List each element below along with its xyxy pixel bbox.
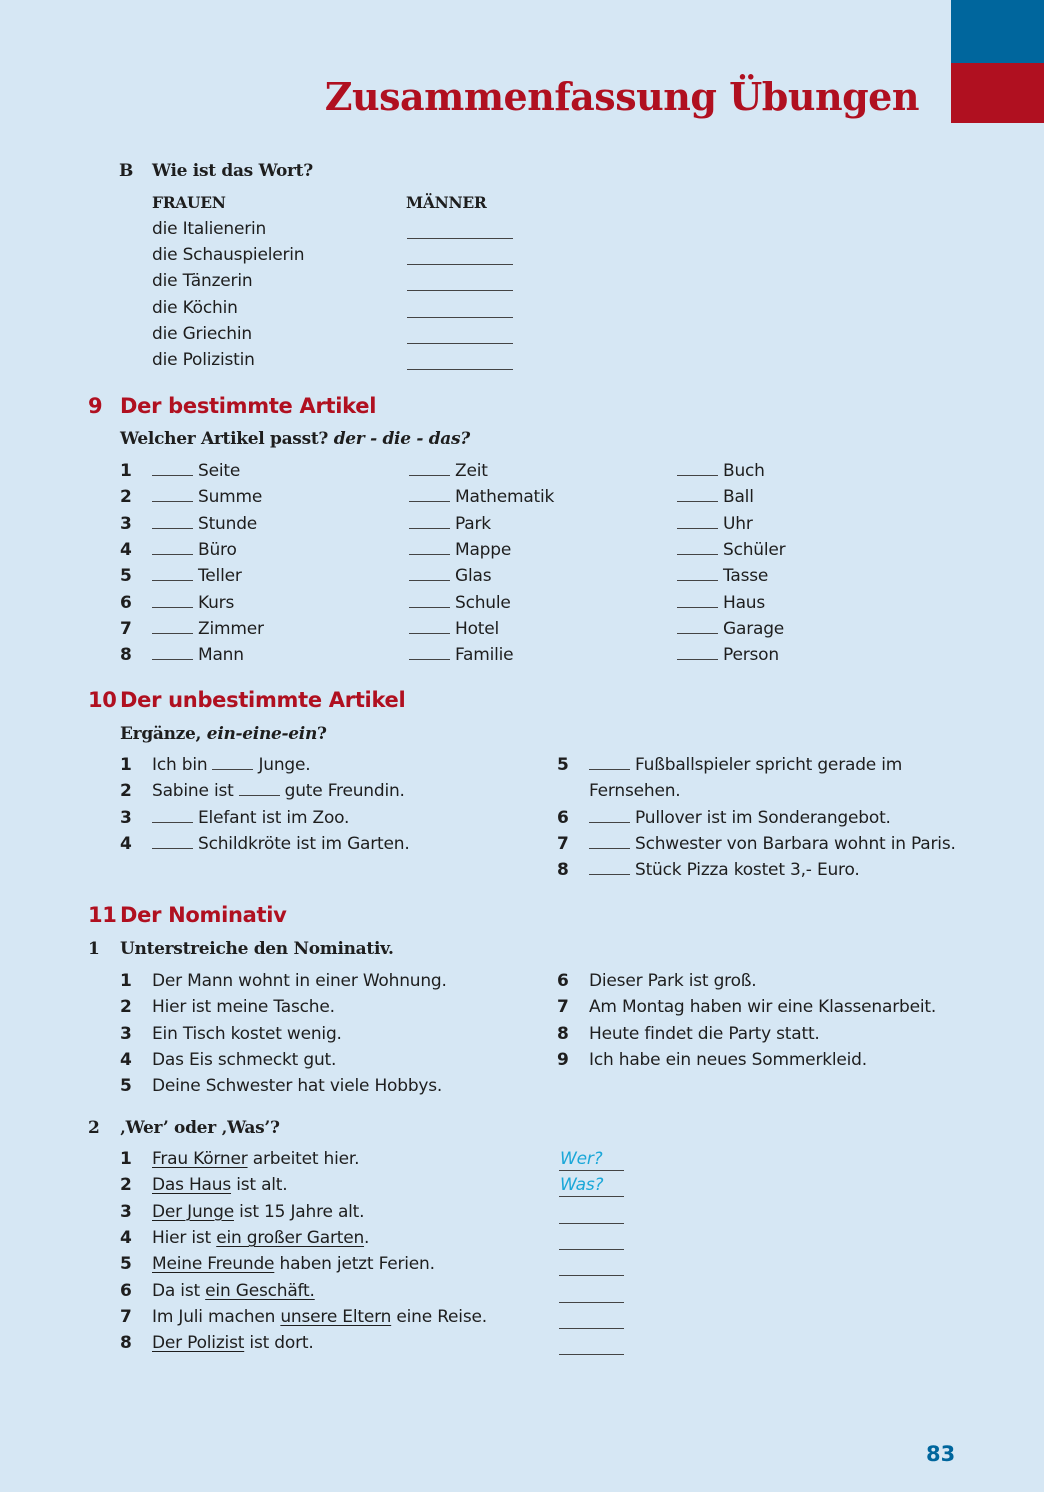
sentence-end: Pullover ist im Sonderangebot.	[635, 808, 891, 828]
section-9-instruction-text: Welcher Artikel passt?	[120, 429, 329, 449]
article-blank[interactable]	[409, 619, 450, 634]
frauen-word: die Italienerin	[152, 219, 267, 239]
sentence-item	[152, 755, 310, 775]
item-number: 5	[120, 566, 132, 587]
item-number: 1	[120, 755, 132, 775]
noun-word: Schüler	[723, 539, 786, 560]
sentence-end: Schwester von Barbara wohnt in Paris.	[635, 834, 956, 854]
noun-word: Summe	[198, 487, 263, 508]
noun-word: Person	[723, 645, 779, 666]
sentence-item	[152, 834, 410, 854]
article-item	[152, 619, 264, 639]
frauen-word: die Köchin	[152, 297, 238, 318]
noun-word: Garage	[723, 618, 785, 639]
sentence-item	[152, 1333, 314, 1353]
article-item	[152, 540, 237, 560]
sentence-item	[152, 1307, 487, 1327]
sentence-item: Am Montag haben wir eine Klassenarbeit.	[589, 997, 937, 1018]
item-number: 1	[120, 1149, 132, 1169]
sentence-item	[589, 755, 902, 775]
sentence-prefix: Da ist	[152, 1280, 206, 1301]
maenner-answer-line[interactable]	[407, 343, 513, 344]
item-number: 2	[120, 1175, 132, 1196]
article-item	[152, 487, 262, 507]
article-item	[409, 461, 488, 481]
noun-word: Mathematik	[455, 487, 555, 508]
noun-word: Park	[455, 513, 491, 534]
answer-line[interactable]	[559, 1354, 624, 1355]
item-number: 8	[557, 860, 569, 880]
article-blank[interactable]	[677, 540, 718, 555]
article-item	[409, 566, 491, 586]
underlined-nominative: Meine Freunde	[152, 1254, 275, 1275]
article-item	[409, 619, 499, 639]
sentence-item	[152, 1175, 287, 1195]
section-10-title: Der unbestimmte Artikel	[120, 688, 406, 712]
noun-word: Tasse	[723, 566, 769, 587]
sentence-item: Das Eis schmeckt gut.	[152, 1049, 337, 1070]
frauen-word: die Tänzerin	[152, 271, 253, 292]
answer-line[interactable]	[559, 1275, 624, 1276]
article-item	[152, 514, 257, 534]
article-item	[677, 540, 785, 560]
answer-line[interactable]	[559, 1170, 624, 1171]
article-item	[152, 566, 242, 586]
item-number: 5	[120, 1254, 132, 1275]
sentence-suffix: ist dort.	[244, 1333, 314, 1354]
underlined-nominative: ein Geschäft.	[205, 1280, 315, 1301]
frauen-word: die Griechin	[152, 323, 252, 344]
article-item	[677, 487, 754, 507]
article-blank[interactable]	[589, 860, 630, 875]
article-item	[409, 540, 511, 560]
task-2-instruction: ‚Wer’ oder ‚Was’?	[120, 1118, 280, 1138]
answer-line[interactable]	[559, 1196, 624, 1197]
item-number: 7	[557, 834, 569, 854]
column-header-maenner: MÄNNER	[406, 193, 487, 212]
section-10-instruction-articles: ein-eine-ein	[206, 724, 318, 744]
noun-word: Stunde	[198, 513, 258, 534]
noun-word: Buch	[723, 461, 765, 481]
noun-word: Uhr	[723, 513, 753, 534]
sentence-item	[152, 1254, 435, 1274]
item-number: 3	[120, 1023, 132, 1044]
item-number: 4	[120, 1227, 132, 1248]
section-10-instruction-end: ?	[317, 724, 327, 744]
sentence-suffix: .	[364, 1227, 370, 1248]
section-b-letter: B	[119, 161, 134, 181]
article-blank[interactable]	[152, 808, 193, 823]
article-item	[409, 645, 513, 665]
item-number: 1	[120, 461, 132, 481]
sentence-continuation: Fernsehen.	[589, 781, 681, 801]
item-number: 3	[120, 1201, 132, 1222]
article-item	[677, 593, 765, 613]
noun-word: Ball	[723, 487, 754, 508]
noun-word: Teller	[198, 566, 242, 587]
article-blank[interactable]	[677, 593, 718, 608]
sentence-end: gute Freundin.	[284, 781, 405, 802]
sentence-end: Stück Pizza kostet 3,- Euro.	[635, 860, 860, 880]
underlined-nominative: Der Junge	[152, 1201, 234, 1222]
sentence-item: Ich habe ein neues Sommerkleid.	[589, 1049, 867, 1070]
maenner-answer-line[interactable]	[407, 238, 513, 239]
sentence-start: Sabine ist	[152, 781, 234, 802]
article-blank[interactable]	[152, 487, 193, 502]
sentence-item	[589, 808, 891, 828]
sentence-item: Der Mann wohnt in einer Wohnung.	[152, 971, 447, 991]
item-number: 8	[557, 1023, 569, 1044]
article-blank[interactable]	[409, 540, 450, 555]
article-item	[677, 514, 753, 534]
answer-line[interactable]	[559, 1302, 624, 1303]
sentence-item	[152, 808, 349, 828]
sentence-prefix: Im Juli machen	[152, 1306, 281, 1327]
article-blank[interactable]	[409, 461, 450, 476]
article-blank[interactable]	[152, 619, 193, 634]
maenner-answer-line[interactable]	[407, 317, 513, 318]
article-item	[152, 645, 244, 665]
article-blank[interactable]	[239, 781, 280, 796]
sentence-end: Elefant ist im Zoo.	[198, 807, 350, 828]
article-item	[152, 461, 240, 481]
article-blank[interactable]	[409, 645, 450, 660]
noun-word: Zeit	[455, 461, 488, 481]
item-number: 3	[120, 513, 132, 534]
underlined-nominative: ein großer Garten	[216, 1227, 365, 1248]
noun-word: Glas	[455, 566, 492, 587]
answer-text: Was?	[560, 1175, 604, 1196]
article-item	[677, 461, 765, 481]
item-number: 4	[120, 1049, 132, 1070]
article-blank[interactable]	[677, 514, 718, 529]
item-number: 6	[120, 592, 132, 613]
article-blank[interactable]	[677, 487, 718, 502]
noun-word: Haus	[723, 592, 766, 613]
item-number: 5	[120, 1076, 132, 1097]
item-number: 9	[557, 1049, 569, 1070]
article-blank[interactable]	[212, 755, 253, 770]
noun-word: Mappe	[455, 539, 512, 560]
item-number: 2	[120, 487, 132, 508]
sentence-suffix: ist alt.	[231, 1175, 288, 1196]
answer-line[interactable]	[559, 1249, 624, 1250]
maenner-answer-line[interactable]	[407, 264, 513, 265]
section-9-number: 9	[88, 394, 103, 418]
item-number: 6	[557, 808, 569, 828]
item-number: 2	[120, 997, 132, 1018]
answer-line[interactable]	[559, 1328, 624, 1329]
article-item	[409, 487, 554, 507]
sentence-item	[152, 781, 405, 801]
section-11-number: 11	[88, 903, 117, 927]
sentence-start: Ich bin	[152, 755, 208, 775]
sentence-item	[589, 860, 860, 880]
item-number: 3	[120, 807, 132, 828]
noun-word: Büro	[198, 539, 237, 560]
item-number: 6	[557, 971, 569, 991]
section-9-instruction	[120, 429, 470, 449]
article-blank[interactable]	[409, 487, 450, 502]
article-blank[interactable]	[152, 645, 193, 660]
answer-text: Wer?	[560, 1149, 603, 1169]
sentence-end: Junge.	[258, 755, 311, 775]
article-blank[interactable]	[152, 540, 193, 555]
sentence-item	[152, 1281, 315, 1301]
item-number: 4	[120, 833, 132, 854]
sentence-suffix: ist 15 Jahre alt.	[233, 1201, 365, 1222]
task-2-number: 2	[88, 1118, 100, 1138]
corner-red-block	[951, 63, 1044, 123]
article-blank[interactable]	[152, 461, 193, 476]
sentence-item	[152, 1228, 369, 1248]
article-blank[interactable]	[677, 461, 718, 476]
section-10-number: 10	[88, 688, 117, 712]
section-b-question: Wie ist das Wort?	[152, 161, 313, 181]
item-number: 8	[120, 1333, 132, 1354]
article-item	[677, 566, 768, 586]
page-title: Zusammenfassung Übungen	[324, 74, 919, 119]
underlined-nominative: Das Haus	[152, 1175, 232, 1196]
item-number: 1	[120, 971, 132, 991]
maenner-answer-line[interactable]	[407, 369, 513, 370]
page-number: 83	[926, 1442, 956, 1466]
article-blank[interactable]	[152, 834, 193, 849]
sentence-item: Dieser Park ist groß.	[589, 971, 757, 991]
item-number: 8	[120, 645, 132, 666]
article-blank[interactable]	[152, 593, 193, 608]
sentence-item: Hier ist meine Tasche.	[152, 997, 335, 1018]
sentence-suffix: eine Reise.	[391, 1306, 487, 1327]
noun-word: Kurs	[198, 592, 235, 613]
sentence-item	[152, 1202, 364, 1222]
item-number: 7	[120, 618, 132, 639]
answer-line[interactable]	[559, 1223, 624, 1224]
article-blank[interactable]	[677, 645, 718, 660]
noun-word: Schule	[455, 592, 511, 613]
item-number: 7	[557, 997, 569, 1018]
section-10-instruction-text: Ergänze,	[120, 724, 202, 744]
item-number: 7	[120, 1306, 132, 1327]
article-blank[interactable]	[677, 619, 718, 634]
section-10-instruction	[120, 724, 327, 744]
item-number: 2	[120, 781, 132, 802]
frauen-word: die Polizistin	[152, 350, 255, 370]
section-11-title: Der Nominativ	[120, 903, 287, 927]
underlined-nominative: Frau Körner	[152, 1149, 248, 1169]
article-item	[409, 593, 511, 613]
noun-word: Mann	[198, 645, 244, 666]
sentence-item: Ein Tisch kostet wenig.	[152, 1023, 342, 1044]
sentence-item	[589, 834, 956, 854]
article-blank[interactable]	[677, 566, 718, 581]
sentence-item	[152, 1149, 359, 1169]
task-1-number: 1	[88, 939, 100, 959]
sentence-suffix: arbeitet hier.	[247, 1149, 360, 1169]
article-blank[interactable]	[409, 514, 450, 529]
noun-word: Zimmer	[198, 618, 264, 639]
sentence-end: Schildkröte ist im Garten.	[198, 833, 410, 854]
corner-blue-block	[951, 0, 1044, 63]
sentence-item: Deine Schwester hat viele Hobbys.	[152, 1076, 443, 1097]
sentence-item: Heute findet die Party statt.	[589, 1023, 820, 1044]
article-item	[152, 593, 234, 613]
article-blank[interactable]	[152, 514, 193, 529]
noun-word: Familie	[455, 645, 514, 666]
underlined-nominative: unsere Eltern	[280, 1306, 392, 1327]
column-header-frauen: FRAUEN	[152, 193, 226, 212]
article-blank[interactable]	[589, 834, 630, 849]
article-item	[677, 645, 779, 665]
sentence-prefix: Hier ist	[152, 1227, 217, 1248]
item-number: 5	[557, 755, 569, 775]
noun-word: Seite	[198, 461, 241, 481]
maenner-answer-line[interactable]	[407, 290, 513, 291]
section-9-instruction-articles: der - die - das?	[333, 429, 470, 449]
article-item	[409, 514, 491, 534]
underlined-nominative: Der Polizist	[152, 1333, 245, 1354]
item-number: 6	[120, 1280, 132, 1301]
frauen-word: die Schauspielerin	[152, 245, 305, 266]
item-number: 4	[120, 539, 132, 560]
sentence-end: Fußballspieler spricht gerade im	[635, 755, 903, 775]
task-1-instruction: Unterstreiche den Nominativ.	[120, 939, 394, 959]
noun-word: Hotel	[455, 618, 500, 639]
article-blank[interactable]	[409, 566, 450, 581]
article-blank[interactable]	[589, 755, 630, 770]
article-item	[677, 619, 784, 639]
article-blank[interactable]	[409, 593, 450, 608]
sentence-suffix: haben jetzt Ferien.	[274, 1254, 435, 1275]
section-9-title: Der bestimmte Artikel	[120, 394, 377, 418]
article-blank[interactable]	[589, 808, 630, 823]
article-blank[interactable]	[152, 566, 193, 581]
